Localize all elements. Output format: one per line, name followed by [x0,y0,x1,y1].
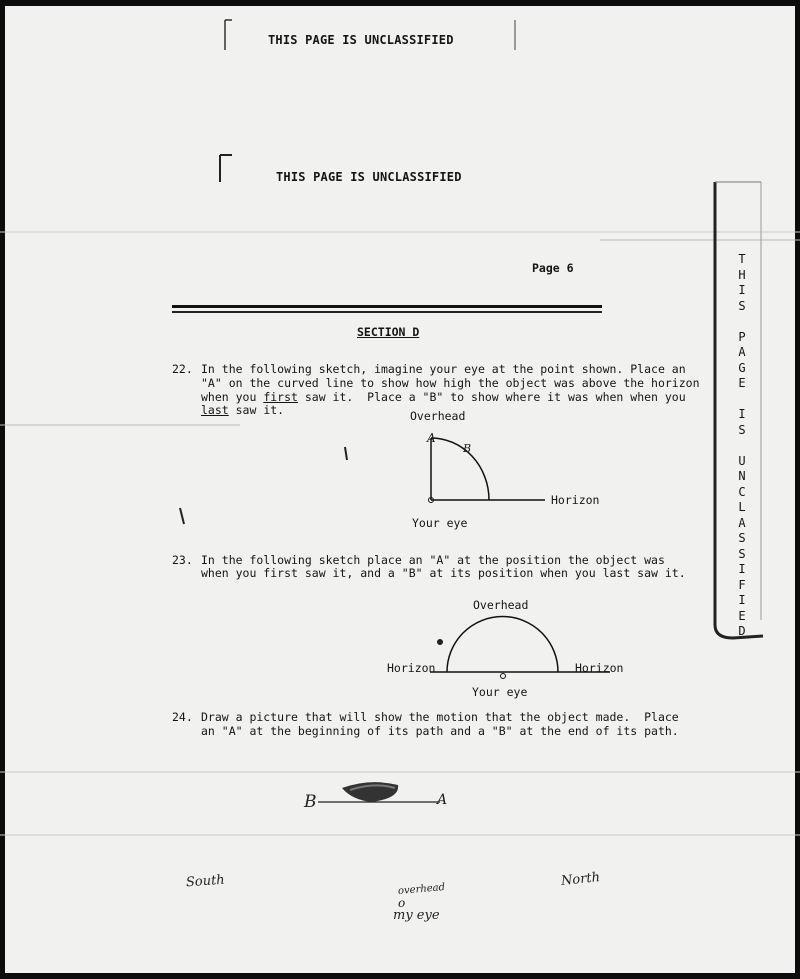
stamp-letter: S [738,546,746,561]
question-22-line3: when you first saw it. Place a "B" to show where it was when when you [201,390,686,404]
q23-horizon-right-label: Horizon [575,661,624,675]
q22-your-eye-label: Your eye [412,516,468,530]
stamp-letter: I [738,283,746,297]
stamp-letters [735,252,749,640]
question-22-line4: last saw it. [201,403,285,417]
question-23-line1: In the following sketch place an "A" at the position the object was [201,553,665,567]
stamp-letter: S [738,531,746,545]
stamp-letter: A [738,515,746,530]
stamp-letter: I [738,407,746,421]
stamp-letter: T [738,252,746,266]
stamp-letter: I [738,562,746,576]
handwritten-a-mark: A [437,792,448,808]
handwritten-south-label: South [185,872,226,891]
handwritten-my-eye-label: my eye [393,908,440,923]
stamp-letter: E [738,608,746,623]
q23-horizon-left-label: Horizon [387,661,436,675]
stamp-letter: P [738,329,746,344]
stamp-letter: A [738,345,746,359]
q23-your-eye-label: Your eye [472,685,528,699]
stamp-letter: D [738,624,746,638]
stamp-letter: C [738,484,746,499]
stamp-letter [735,392,749,408]
page-number: Page 6 [532,261,574,275]
stamp-letter: H [738,267,746,282]
stamp-letter: G [738,360,746,375]
stamp-letter: E [738,376,746,390]
side-classification-stamp [713,180,763,640]
stamp-letter: I [738,593,746,607]
question-24-line1: Draw a picture that will show the motion that the object made. Place [201,710,679,724]
stamp-letter: S [738,422,746,437]
answer-22-a-mark: A [427,431,436,445]
q22-overhead-label: Overhead [410,409,466,423]
stamp-letter: N [738,469,746,483]
section-rule-thin [172,311,602,313]
stamp-letter: U [738,453,746,468]
stamp-letter [735,438,749,454]
stamp-letter [735,314,749,330]
section-rule-thick [172,305,602,308]
q22-horizon-label: Horizon [551,493,600,507]
question-23-number: 23. [172,553,193,567]
question-22-line1: In the following sketch, imagine your eye at the point shown. Place an [201,362,686,376]
stamp-letter: L [738,500,746,514]
stamp-letter: S [738,298,746,313]
question-22-line2: "A" on the curved line to show how high the object was above the horizon [201,376,700,390]
classification-header-top: THIS PAGE IS UNCLASSIFIED [268,33,454,47]
handwritten-b-mark: B [304,792,317,812]
q23-overhead-label: Overhead [473,598,529,612]
handwritten-path-sketch [300,770,460,820]
question-22-number: 22. [172,362,193,376]
question-24-number: 24. [172,710,193,724]
question-24-line2: an "A" at the beginning of its path and a "B" at the end of its path. [201,724,679,738]
handwritten-overhead-label: overhead [397,881,446,898]
section-title: SECTION D [357,325,420,339]
question-23-line2: when you first saw it, and a "B" at its position when you last saw it. [201,566,686,580]
answer-22-b-mark: B [463,442,472,455]
handwritten-north-label: North [560,870,601,889]
classification-header: THIS PAGE IS UNCLASSIFIED [276,170,462,184]
handwritten-eye-mark: o [398,896,406,910]
stamp-letter: F [738,577,746,592]
